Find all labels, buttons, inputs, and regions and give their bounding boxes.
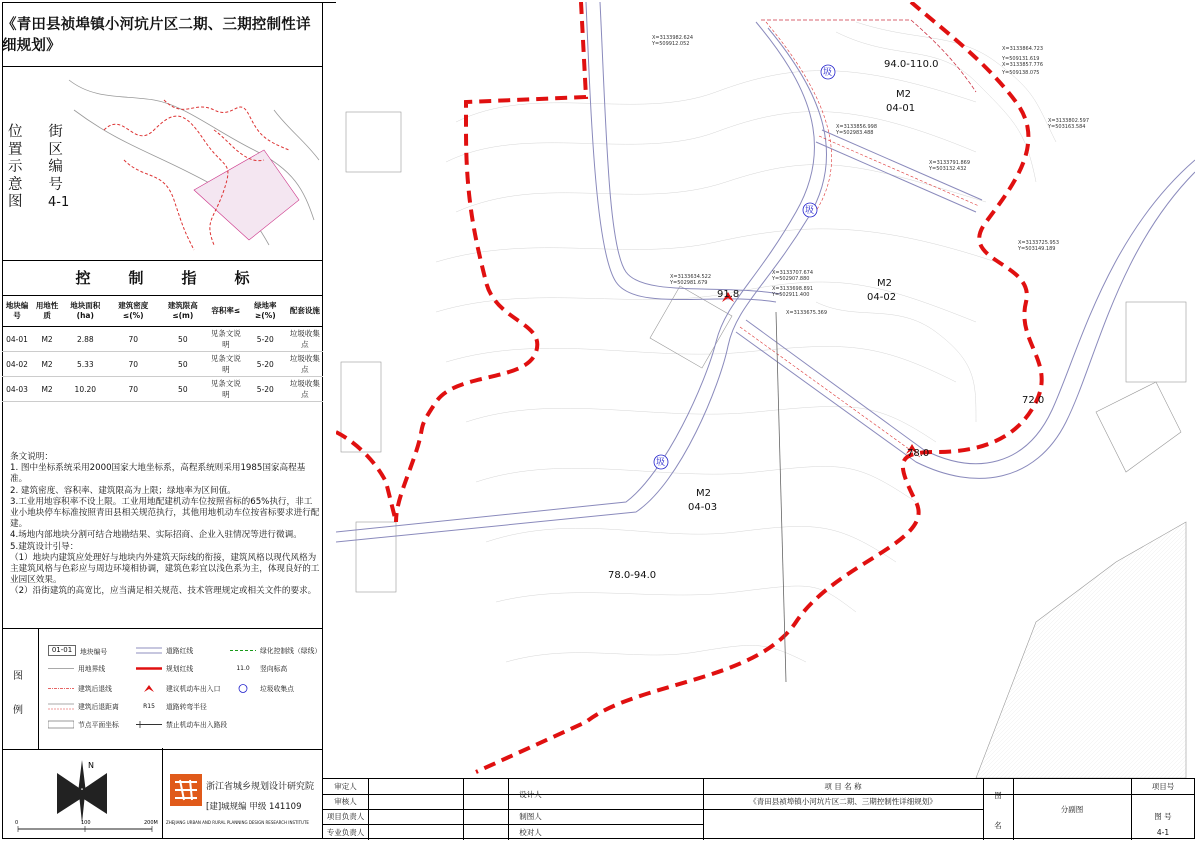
legend-label: 垃圾收集点 [260,685,294,693]
table-cell: 垃圾收集点 [287,327,323,352]
table-row [2,377,323,402]
legend-parcel-symbol: 01-01 [48,645,76,656]
project-name-label: 项 目 名 称 [824,782,862,791]
note-line: 4.场地内部地块分割可结合地勘结果、实际招商、企业入驻情况等进行微调。 [10,530,302,541]
legend-label: 道路红线 [166,647,194,655]
location-char: 示 [8,159,23,175]
legend-label: 道路转弯半径 [166,703,207,711]
legend-item [136,701,207,711]
drawing-no-label: 图 号 [1154,812,1172,821]
coord-text: X=3133791.869 [929,160,971,166]
coord-text: Y=502911.400 [772,292,810,298]
col-header: 配套设施 [287,296,323,327]
trash-point-icon: 圾 [805,206,815,216]
table-cell: M2 [32,352,62,377]
north-arrow-icon [2,748,162,839]
block-label-char: 街 [48,124,63,140]
legend-road-redline [136,646,162,655]
block-label-char: 区 [48,141,63,158]
legend-setback-distance [48,702,74,711]
location-map [64,70,322,256]
elevation-label: 91.8 [717,289,740,300]
table-cell: 2.88 [62,327,108,352]
role-label: 审核人 [334,797,357,806]
left-panel [2,2,323,839]
block-elevation: 94.0-110.0 [884,59,939,70]
legend-title [2,629,39,749]
coord-text: X=3133864.723 [1002,46,1044,52]
legend-green-line [230,646,256,655]
legend-item [48,719,119,729]
trash-point-icon: 圾 [823,68,833,78]
block-code: M2 [696,488,711,499]
project-name: 《青田县祯埠镇小河坑片区二期、三期控制性详细规划》 [749,797,937,806]
role-label: 设计人 [519,790,542,799]
legend-item [48,663,105,673]
legend-item [48,701,119,711]
legend-item [136,683,220,693]
drawing-no: 4-1 [1156,827,1170,837]
block-label-char: 编 [48,159,63,175]
table-cell: 5-20 [244,352,287,377]
table-cell: 5-20 [244,327,287,352]
table-cell: 50 [158,377,208,402]
block-code: M2 [896,89,911,100]
coord-text: Y=503149.189 [1018,246,1056,252]
coord-text: X=3133857.776 [1002,62,1044,68]
trash-point-icon [230,684,256,693]
legend-label: 节点平面坐标 [78,721,119,729]
coord-text: X=3133982.624 [652,35,694,41]
notes [10,452,320,598]
table-cell: 10.20 [62,377,108,402]
location-row [2,66,323,261]
legend-elev-symbol: 11.0 [236,664,250,672]
plan-title: 《青田县祯埠镇小河坑片区二期、三期控制性详细规划》 [2,2,323,67]
table-cell: 70 [109,327,158,352]
col-header: 建筑密度≤(%) [109,296,158,327]
role-label: 制图人 [519,812,542,821]
legend-label: 地块编号 [80,647,108,656]
coord-text: X=3133634.522 [670,274,712,280]
control-table [2,296,323,402]
note-line: 3.工业用地容积率不设上限。工业用地配建机动车位按照省标的65%执行，非工业小地块停车标准按照青田县相关规范执行，其他用地机动车位按省标要求进行配建。 [10,496,320,530]
table-cell: 04-03 [2,377,32,402]
location-char: 意 [8,176,23,193]
col-header: 绿地率≥(%) [244,296,287,327]
legend-label: 建筑后退线 [78,685,112,693]
legend-label: 用地界线 [78,665,106,673]
legend-radius-symbol: R15 [143,702,155,710]
legend-plan-redline [136,664,162,673]
table-cell: 见条文说明 [208,377,244,402]
compass-block [2,748,163,839]
table-cell: 04-02 [2,352,32,377]
note-line: 1. 图中坐标系统采用2000国家大地坐标系，高程系统则采用1985国家高程基准。 [10,463,306,485]
coord-text: Y=509138.075 [1002,70,1040,76]
coord-text: Y=502983.488 [836,130,874,136]
legend-item [230,645,321,655]
legend-coord-point [48,720,74,729]
location-char: 位 [8,124,23,140]
drawing-name-label: 图 [994,790,1002,800]
coord-text: X=3133698.891 [772,286,814,292]
institute-name: 浙江省城乡规划设计研究院 [206,782,315,792]
institute-block [162,748,323,839]
legend-item [48,645,107,656]
role-label: 校对人 [519,827,542,837]
legend-item [136,719,227,729]
role-label: 专业负责人 [326,827,365,837]
note-line: 条文说明： [10,452,53,462]
note-line: 2. 建筑密度、容积率、建筑限高为上限；绿地率为区间值。 [10,485,236,496]
elevation-label: 72.0 [1022,395,1045,406]
coord-text: X=3133707.674 [772,270,814,276]
location-char: 图 [8,194,23,210]
col-header: 地块面积(ha) [62,296,108,327]
coord-text: X=3133856.998 [836,124,878,130]
table-row [2,327,323,352]
table-cell: 见条文说明 [208,352,244,377]
coord-text: Y=509912.052 [652,41,690,47]
legend-title-char: 例 [13,705,23,716]
coordinate-labels [336,2,1195,778]
coord-text: X=3133802.597 [1048,118,1090,124]
legend [2,628,323,750]
table-cell: 70 [109,377,158,402]
block-elevation: 78.0-94.0 [608,570,657,581]
role-label: 审定人 [334,782,357,791]
table-cell: 50 [158,352,208,377]
drawing-name-label: 名 [994,820,1002,830]
col-header: 容积率≤ [208,296,244,327]
legend-item [136,663,193,673]
legend-setback-line [48,684,74,693]
coord-text: X=3133675.369 [786,310,828,316]
note-line: 5.建筑设计引导： [10,541,79,552]
location-char: 置 [8,141,23,158]
legend-item [48,683,112,693]
legend-label: 规划红线 [166,665,194,673]
legend-label: 绿化控制线（绿线） [260,647,322,655]
control-heading: 控制指标 [2,260,323,296]
legend-title-char: 图 [13,671,23,682]
table-cell: M2 [32,327,62,352]
institute-name-en: ZHEJIANG URBAN AND RURAL PLANNING DESIGN RESEARCH INSTITUTE [166,820,309,825]
location-label [8,124,23,212]
legend-no-entry-line [136,720,162,729]
legend-item [136,645,193,655]
coord-text: Y=502981.679 [670,280,708,286]
table-cell: 04-01 [2,327,32,352]
legend-label: 建筑后退距离 [78,703,119,711]
svg-text:N: N [88,761,94,770]
coord-text: Y=503163.584 [1048,124,1086,130]
title-block [323,778,1195,840]
vehicle-entrance-icon [136,684,162,693]
col-header: 用地性质 [32,296,62,327]
legend-landuse-line [48,664,74,673]
coord-text: X=3133725.953 [1018,240,1060,246]
note-line: （2）沿街建筑的高宽比，应当满足相关规范、技术管理规定或相关文件的要求。 [10,586,317,597]
table-cell: M2 [32,377,62,402]
table-cell: 垃圾收集点 [287,377,323,402]
block-no: 4-1 [48,195,70,210]
table-cell: 50 [158,327,208,352]
map-area [336,2,1195,778]
legend-item [230,683,294,693]
coord-text: Y=502907.880 [772,276,810,282]
control-table-header [2,296,323,327]
table-cell: 5.33 [62,352,108,377]
table-row [2,352,323,377]
block-id: 04-03 [688,502,718,513]
drawing-name: 分副图 [1060,804,1084,814]
block-code: M2 [877,278,892,289]
legend-label: 建议机动车出入口 [166,685,221,693]
item-no-label: 项目号 [1151,782,1175,791]
elevation-label: 78.0 [907,448,930,459]
block-label-char: 号 [48,176,63,193]
trash-point-icon: 圾 [656,458,666,468]
block-id: 04-02 [867,292,897,303]
col-header: 建筑限高≤(m) [158,296,208,327]
coord-text: Y=503132.432 [929,166,967,172]
legend-item [230,663,287,673]
svg-text:0: 0 [15,820,19,826]
legend-label: 禁止机动车出入路段 [166,721,228,729]
table-cell: 5-20 [244,377,287,402]
block-id: 04-01 [886,103,916,114]
institute-logo-icon [170,774,202,806]
svg-text:100: 100 [81,820,91,826]
legend-label: 竖向标高 [260,665,288,673]
col-header: 地块编号 [2,296,32,327]
note-line: （1）地块内建筑应处理好与地块内外建筑天际线的衔接，建筑风格以现代风格为主建筑风格与色彩应与周边环境相协调，建筑色彩宜以浅色系为主，体现良好的工业园区效果。 [10,552,320,586]
svg-text:200M: 200M [144,820,158,826]
institute-cert: [建]城规编 甲级 141109 [206,802,302,812]
role-label: 项目负责人 [326,812,365,821]
table-cell: 垃圾收集点 [287,352,323,377]
coord-text: Y=509131.619 [1002,56,1040,62]
table-cell: 70 [109,352,158,377]
table-cell: 见条文说明 [208,327,244,352]
